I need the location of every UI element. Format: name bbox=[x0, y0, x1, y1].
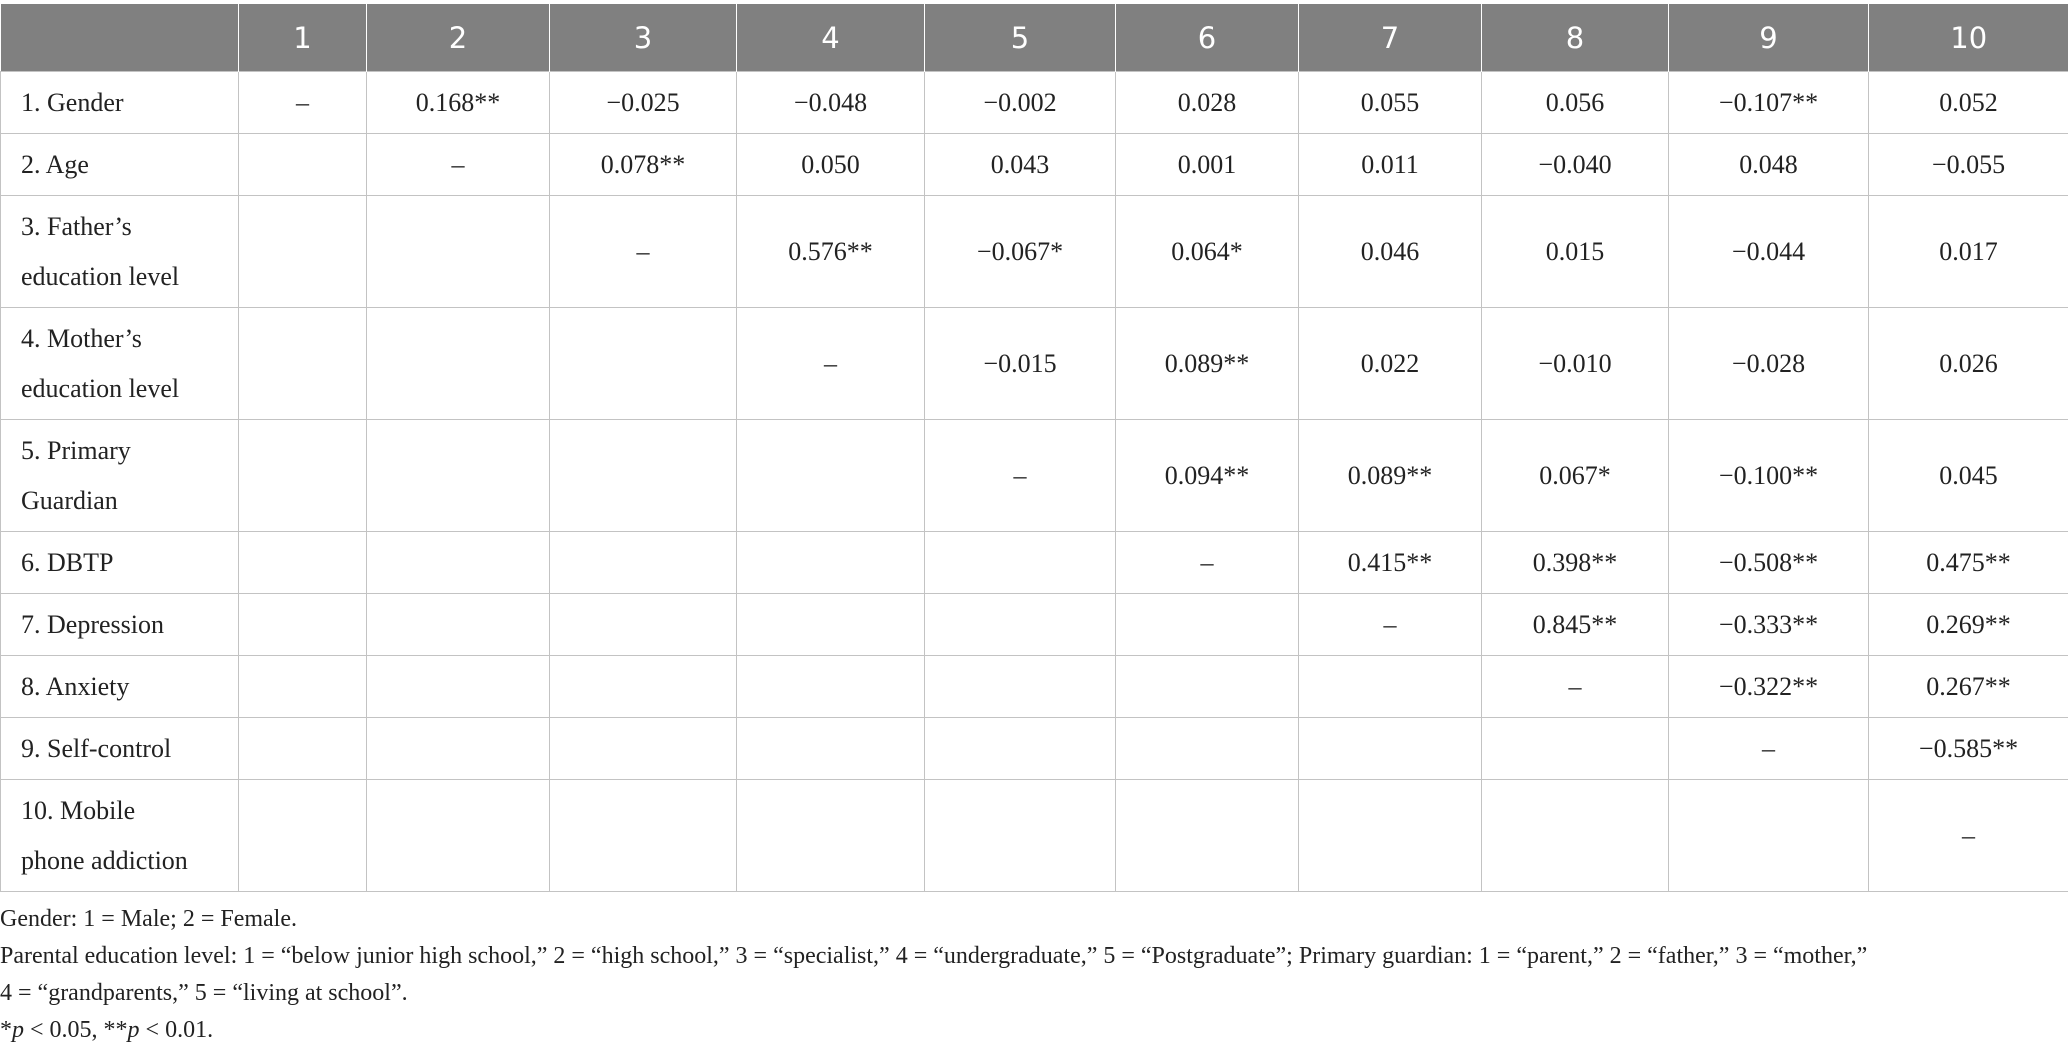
correlation-cell bbox=[367, 780, 550, 892]
correlation-cell: 0.089** bbox=[1116, 308, 1299, 420]
row-label bbox=[1, 72, 239, 134]
table-row bbox=[1, 532, 2068, 594]
row-label bbox=[1, 594, 239, 656]
column-header-10: 10 bbox=[1869, 4, 2068, 72]
correlation-cell: 0.067* bbox=[1482, 420, 1669, 532]
correlation-cell bbox=[239, 594, 367, 656]
correlation-cell: −0.508** bbox=[1669, 532, 1869, 594]
correlation-cell bbox=[550, 594, 737, 656]
correlation-cell: – bbox=[1669, 718, 1869, 780]
correlation-cell bbox=[737, 420, 925, 532]
correlation-cell: −0.067* bbox=[925, 196, 1116, 308]
correlation-cell bbox=[550, 532, 737, 594]
correlation-cell bbox=[1299, 656, 1482, 718]
sig-threshold-2: < 0.01. bbox=[139, 1017, 214, 1043]
correlation-cell bbox=[737, 594, 925, 656]
sig-star: * bbox=[0, 1017, 12, 1043]
correlation-cell: 0.050 bbox=[737, 134, 925, 196]
correlation-cell bbox=[239, 718, 367, 780]
correlation-cell: 0.269** bbox=[1869, 594, 2068, 656]
row-label-line: 10. Mobile bbox=[21, 795, 136, 825]
correlation-cell: 0.267** bbox=[1869, 656, 2068, 718]
column-header-8: 8 bbox=[1482, 4, 1669, 72]
column-header-9: 9 bbox=[1669, 4, 1869, 72]
correlation-cell: – bbox=[925, 420, 1116, 532]
correlation-cell bbox=[925, 780, 1116, 892]
correlation-cell bbox=[550, 420, 737, 532]
correlation-cell: – bbox=[737, 308, 925, 420]
correlation-cell bbox=[550, 656, 737, 718]
table-header-row bbox=[1, 4, 2068, 72]
correlation-cell: −0.322** bbox=[1669, 656, 1869, 718]
correlation-cell: 0.048 bbox=[1669, 134, 1869, 196]
row-label-line: 7. Depression bbox=[21, 609, 164, 639]
correlation-cell: 0.017 bbox=[1869, 196, 2068, 308]
row-label bbox=[1, 718, 239, 780]
correlation-cell bbox=[737, 656, 925, 718]
column-header-5: 5 bbox=[925, 4, 1116, 72]
correlation-cell: 0.168** bbox=[367, 72, 550, 134]
correlation-cell: 0.055 bbox=[1299, 72, 1482, 134]
correlation-cell: 0.043 bbox=[925, 134, 1116, 196]
correlation-cell: −0.010 bbox=[1482, 308, 1669, 420]
correlation-cell: −0.585** bbox=[1869, 718, 2068, 780]
row-label-line: 1. Gender bbox=[21, 87, 124, 117]
row-label-line: phone addiction bbox=[21, 845, 188, 875]
column-header-4: 4 bbox=[737, 4, 925, 72]
correlation-cell bbox=[239, 532, 367, 594]
table-row bbox=[1, 718, 2068, 780]
correlation-cell: 0.046 bbox=[1299, 196, 1482, 308]
correlation-cell bbox=[550, 780, 737, 892]
correlation-cell bbox=[367, 196, 550, 308]
correlation-cell: – bbox=[550, 196, 737, 308]
correlation-cell bbox=[1482, 780, 1669, 892]
correlation-cell: 0.015 bbox=[1482, 196, 1669, 308]
correlation-cell: 0.475** bbox=[1869, 532, 2068, 594]
table-notes bbox=[0, 901, 2060, 1049]
correlation-cell: −0.100** bbox=[1669, 420, 1869, 532]
correlation-cell: – bbox=[367, 134, 550, 196]
correlation-cell bbox=[1482, 718, 1669, 780]
correlation-cell bbox=[925, 532, 1116, 594]
correlation-cell bbox=[239, 420, 367, 532]
correlation-cell bbox=[550, 718, 737, 780]
row-label bbox=[1, 656, 239, 718]
note-gender: Gender: 1 = Male; 2 = Female. bbox=[0, 906, 297, 932]
note-parental-line-2: 4 = “grandparents,” 5 = “living at school”. bbox=[0, 980, 408, 1006]
row-label-line: 5. Primary bbox=[21, 435, 131, 465]
correlation-cell: −0.044 bbox=[1669, 196, 1869, 308]
correlation-cell bbox=[1116, 718, 1299, 780]
row-label-line: 4. Mother’s bbox=[21, 323, 142, 353]
correlation-cell: – bbox=[1116, 532, 1299, 594]
correlation-cell bbox=[925, 594, 1116, 656]
row-label bbox=[1, 780, 239, 892]
correlation-cell bbox=[239, 656, 367, 718]
correlation-cell: 0.064* bbox=[1116, 196, 1299, 308]
correlation-cell: 0.011 bbox=[1299, 134, 1482, 196]
correlation-cell: 0.022 bbox=[1299, 308, 1482, 420]
row-label-line: education level bbox=[21, 373, 180, 403]
note-significance bbox=[0, 1012, 2060, 1049]
table-row bbox=[1, 134, 2068, 196]
sig-p-symbol: p bbox=[127, 1017, 140, 1043]
correlation-cell bbox=[239, 780, 367, 892]
correlation-cell: 0.001 bbox=[1116, 134, 1299, 196]
correlation-cell: 0.094** bbox=[1116, 420, 1299, 532]
correlation-cell bbox=[925, 718, 1116, 780]
correlation-cell: −0.333** bbox=[1669, 594, 1869, 656]
note-parental-line-1: Parental education level: 1 = “below junior high school,” 2 = “high school,” 3 = “specialist,” 4 = “undergraduate,” 5 = “Postgraduate”; Primary guardian: 1 = “parent,” 2 = “father,” 3 = “mother,” bbox=[0, 943, 1868, 969]
column-header-1: 1 bbox=[239, 4, 367, 72]
correlation-cell: 0.415** bbox=[1299, 532, 1482, 594]
correlation-cell: 0.028 bbox=[1116, 72, 1299, 134]
correlation-cell bbox=[1116, 594, 1299, 656]
row-label-line: 3. Father’s bbox=[21, 211, 132, 241]
correlation-cell: 0.078** bbox=[550, 134, 737, 196]
header-cell-blank bbox=[1, 4, 239, 72]
row-label-line: 9. Self-control bbox=[21, 733, 172, 763]
correlation-cell: −0.040 bbox=[1482, 134, 1669, 196]
correlation-cell: −0.015 bbox=[925, 308, 1116, 420]
correlation-cell: 0.026 bbox=[1869, 308, 2068, 420]
correlation-cell bbox=[367, 532, 550, 594]
correlation-cell: 0.089** bbox=[1299, 420, 1482, 532]
row-label bbox=[1, 308, 239, 420]
row-label bbox=[1, 196, 239, 308]
row-label bbox=[1, 420, 239, 532]
correlation-cell bbox=[550, 308, 737, 420]
correlation-cell bbox=[737, 532, 925, 594]
correlation-cell bbox=[1299, 780, 1482, 892]
table-row bbox=[1, 780, 2068, 892]
row-label-line: 8. Anxiety bbox=[21, 671, 130, 701]
correlation-cell bbox=[925, 656, 1116, 718]
correlation-cell: 0.056 bbox=[1482, 72, 1669, 134]
correlation-cell: −0.107** bbox=[1669, 72, 1869, 134]
row-label bbox=[1, 532, 239, 594]
correlation-cell bbox=[367, 718, 550, 780]
correlation-cell bbox=[737, 780, 925, 892]
row-label-line: 6. DBTP bbox=[21, 547, 114, 577]
correlation-cell bbox=[367, 594, 550, 656]
correlation-cell bbox=[367, 420, 550, 532]
row-label bbox=[1, 134, 239, 196]
table-row bbox=[1, 308, 2068, 420]
correlation-cell: – bbox=[1869, 780, 2068, 892]
table-row bbox=[1, 72, 2068, 134]
row-label-line: education level bbox=[21, 261, 180, 291]
correlation-cell: 0.845** bbox=[1482, 594, 1669, 656]
correlation-cell: −0.025 bbox=[550, 72, 737, 134]
correlation-cell: 0.398** bbox=[1482, 532, 1669, 594]
correlation-cell bbox=[1669, 780, 1869, 892]
column-header-7: 7 bbox=[1299, 4, 1482, 72]
correlation-cell: – bbox=[1299, 594, 1482, 656]
correlation-cell bbox=[239, 196, 367, 308]
correlation-cell bbox=[367, 656, 550, 718]
sig-threshold-1: < 0.05, ** bbox=[24, 1017, 128, 1043]
column-header-2: 2 bbox=[367, 4, 550, 72]
correlation-table bbox=[0, 4, 2068, 892]
sig-p-symbol: p bbox=[12, 1017, 24, 1043]
correlation-cell: – bbox=[239, 72, 367, 134]
correlation-cell: – bbox=[1482, 656, 1669, 718]
column-header-6: 6 bbox=[1116, 4, 1299, 72]
table-row bbox=[1, 196, 2068, 308]
correlation-cell bbox=[1116, 656, 1299, 718]
column-header-3: 3 bbox=[550, 4, 737, 72]
correlation-cell bbox=[1299, 718, 1482, 780]
correlation-cell: 0.045 bbox=[1869, 420, 2068, 532]
correlation-cell: −0.002 bbox=[925, 72, 1116, 134]
correlation-cell: 0.576** bbox=[737, 196, 925, 308]
correlation-cell: 0.052 bbox=[1869, 72, 2068, 134]
correlation-cell bbox=[1116, 780, 1299, 892]
correlation-cell: −0.055 bbox=[1869, 134, 2068, 196]
correlation-cell bbox=[367, 308, 550, 420]
correlation-cell bbox=[737, 718, 925, 780]
row-label-line: Guardian bbox=[21, 485, 118, 515]
row-label-line: 2. Age bbox=[21, 149, 89, 179]
table-row bbox=[1, 656, 2068, 718]
correlation-cell bbox=[239, 308, 367, 420]
correlation-cell bbox=[239, 134, 367, 196]
correlation-cell: −0.048 bbox=[737, 72, 925, 134]
table-row bbox=[1, 594, 2068, 656]
table-row bbox=[1, 420, 2068, 532]
correlation-cell: −0.028 bbox=[1669, 308, 1869, 420]
